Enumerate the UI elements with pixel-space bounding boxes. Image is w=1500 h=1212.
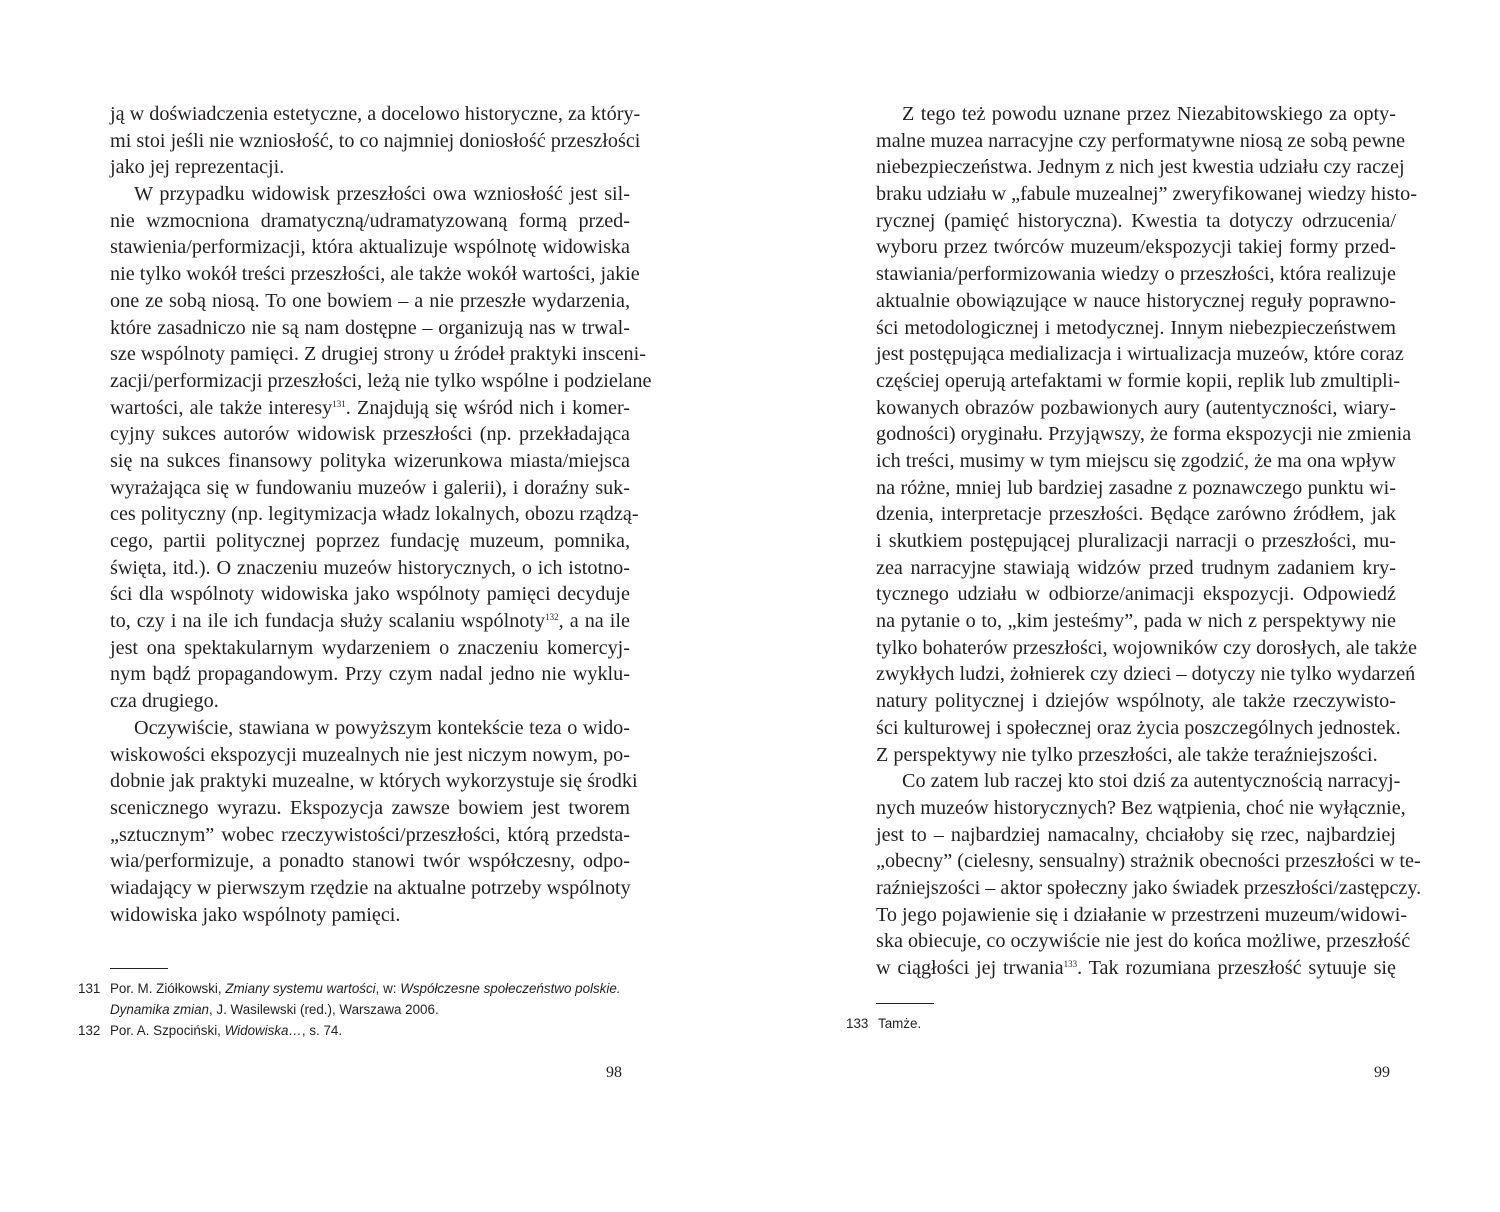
text-line: cyjny sukces autorów widowisk przeszłości (np. przekładająca <box>110 423 630 446</box>
text-line <box>110 395 630 422</box>
page-number: 99 <box>1374 1064 1390 1081</box>
text-segment: wartości, ale także interesy <box>110 396 333 419</box>
text-line: W przypadku widowisk przeszłości owa wzniosłość jest sil- <box>134 183 630 206</box>
text-line: zea narracyjne stawiają widzów przed trudnym zadaniem kry- <box>876 556 1396 579</box>
footnote-segment: Por. M. Ziółkowski, <box>110 981 226 996</box>
text-line: stawiania/performizowania wiedzy o przeszłości, która realizuje <box>876 263 1396 286</box>
footnote-divider <box>876 1003 934 1004</box>
left-page-body <box>110 101 652 928</box>
text-line: święta, itd.). O znaczeniu muzeów historycznych, o ich istotno- <box>110 556 630 579</box>
footnote-segment: , w: <box>375 981 401 996</box>
text-line: nym bądź propagandowym. Przy czym nadal jedno nie wyklu- <box>110 663 630 686</box>
text-line: które zasadniczo nie są nam dostępne – organizują nas w trwal- <box>110 316 630 339</box>
text-line: zacji/performizacji przeszłości, leżą nie tylko wspólne i podzielane <box>110 369 652 392</box>
text-line <box>876 955 1396 982</box>
text-line: Oczywiście, stawiana w powyższym kontekście teza o wido- <box>134 716 630 739</box>
text-line: braku udziału w „fabule muzealnej” zweryfikowanej wiedzy histo- <box>876 183 1417 206</box>
text-line: To jego pojawienie się i działanie w przestrzeni muzeum/widowi- <box>876 903 1408 926</box>
text-line: jest ona spektakularnym wydarzeniem o znaczeniu komercyj- <box>110 636 630 659</box>
text-line: aktualnie obowiązujące w nauce historycznej reguły poprawno- <box>876 289 1396 312</box>
text-line: „sztucznym” wobec rzeczywistości/przeszłości, którą przedsta- <box>110 823 630 846</box>
text-line: dobnie jak praktyki muzealne, w których wykorzystuje się środki <box>110 770 638 793</box>
text-line: sze wspólnoty pamięci. Z drugiej strony u źródeł praktyki insceni- <box>110 343 646 366</box>
text-line: godności) oryginału. Przyjąwszy, że forma ekspozycji nie zmienia <box>876 423 1412 446</box>
footnote-text: Tamże. <box>878 1016 922 1031</box>
footnote-number: 133 <box>846 1016 869 1031</box>
text-line: cza drugiego. <box>110 690 219 713</box>
text-segment: to, czy i na ile ich fundacja służy scalaniu wspólnoty <box>110 610 546 633</box>
text-line: jest to – najbardziej namacalny, chciałoby się rzec, najbardziej <box>876 823 1396 846</box>
text-segment: . Znajdują się wśród nich i komer- <box>345 396 631 419</box>
footnote <box>78 1020 638 1041</box>
text-line: nych muzeów historycznych? Bez wątpienia, choć nie wyłącznie, <box>876 796 1406 819</box>
footnote-segment: , J. Wasilewski (red.), Warszawa 2006. <box>208 1002 439 1017</box>
text-line: na pytanie o to, „kim jesteśmy”, pada w nich z perspektywy nie <box>876 610 1396 633</box>
footnote-reference[interactable]: 132 <box>545 612 559 623</box>
footnote <box>846 1013 1406 1034</box>
text-line: Co zatem lub raczej kto stoi dziś za autentycznością narracyj- <box>902 770 1401 793</box>
text-line: rycznej (pamięć historyczna). Kwestia ta dotyczy odrzucenia/ <box>876 209 1396 232</box>
text-line: natury politycznej i dziejów wspólnoty, ale także rzeczywisto- <box>876 690 1396 713</box>
text-line: i skutkiem postępującej pluralizacji narracji o przeszłości, mu- <box>876 530 1396 552</box>
text-line: kowanych obrazów pozbawionych aury (autentyczności, wiary- <box>876 396 1396 419</box>
text-line: malne muzea narracyjne czy performatywne niosą ze sobą pewne <box>876 129 1406 152</box>
text-line: zwykłych ludzi, żołnierek czy dzieci – dotyczy nie tylko wydarzeń <box>876 663 1416 686</box>
text-line: ści metodologicznej i metodycznej. Innym niebezpieczeństwem <box>876 316 1396 339</box>
text-line: ści dla wspólnoty widowiska jako wspólnoty pamięci decyduje <box>110 583 630 606</box>
text-line: tylko bohaterów przeszłości, wojowników czy dorosłych, ale także <box>876 636 1417 659</box>
text-line: ska obiecuje, co oczywiście nie jest do końca możliwe, przeszłość <box>876 930 1411 953</box>
text-line: one ze sobą niosą. To one bowiem – a nie przeszłe wydarzenia, <box>110 289 630 312</box>
text-line: Z perspektywy nie tylko przeszłości, ale także teraźniejszości. <box>876 743 1378 766</box>
footnotes <box>846 1013 1406 1034</box>
text-line: ich treści, musimy w tym miejscu się zgodzić, że ma ona wpływ <box>876 449 1396 472</box>
text-segment: , a na ile <box>558 610 630 633</box>
text-segment: w ciągłości jej trwania <box>876 957 1064 979</box>
text-line: jako jej reprezentacji. <box>110 156 285 179</box>
text-line: ces polityczny (np. legitymizacja władz lokalnych, obozu rządzą- <box>110 503 639 526</box>
text-line: dzenia, interpretacje przeszłości. Będące zarówno źródłem, jak <box>876 503 1396 526</box>
text-line: jest postępująca medializacja i wirtualizacja muzeów, które coraz <box>876 343 1404 366</box>
footnote-title: Widowiska… <box>224 1023 302 1038</box>
footnote-reference[interactable]: 133 <box>1063 959 1078 969</box>
text-line: ją w doświadczenia estetyczne, a docelowo historyczne, za który- <box>110 103 641 125</box>
text-line: Z tego też powodu uznane przez Niezabitowskiego za opty- <box>902 103 1396 125</box>
text-line: widowiska jako wspólnoty pamięci. <box>110 903 401 926</box>
text-line: wiskowości ekspozycji muzealnych nie jest niczym nowym, po- <box>110 743 630 766</box>
right-page-body <box>876 101 1422 982</box>
text-line: cego, partii politycznej poprzez fundację muzeum, pomnika, <box>110 530 630 552</box>
text-line: raźniejszości – aktor społeczny jako świadek przeszłości/zastępczy. <box>876 876 1422 899</box>
text-line: „obecny” (cielesny, sensualny) strażnik obecności przeszłości w te- <box>876 850 1421 873</box>
footnotes <box>78 978 638 1041</box>
text-line: wyrażająca się w fundowaniu muzeów i galerii), i doraźny suk- <box>110 476 630 499</box>
text-line: wia/performizuje, a ponadto stanowi twór współczesny, odpo- <box>110 850 630 873</box>
text-line: na różne, mniej lub bardziej zasadne z poznawczego punktu wi- <box>876 476 1396 499</box>
footnote-reference[interactable]: 131 <box>332 398 346 409</box>
text-line: stawienia/performizacji, która aktualizuje wspólnotę widowiska <box>110 236 630 259</box>
text-line: nie tylko wokół treści przeszłości, ale także wokół wartości, jakie <box>110 263 640 286</box>
text-line: częściej operują artefaktami w formie kopii, replik lub zmultipli- <box>876 369 1401 392</box>
text-segment: . Tak rozumiana przeszłość sytuuje się <box>1077 957 1396 979</box>
text-line: ści kulturowej i społecznej oraz życia poszczególnych jednostek. <box>876 716 1401 739</box>
footnote-segment: Por. A. Szpociński, <box>110 1023 225 1038</box>
footnote-segment: , s. 74. <box>301 1023 343 1038</box>
footnote-title: Współczesne społeczeństwo polskie. Dynamika zmian <box>110 981 621 1017</box>
footnote-divider <box>110 968 168 969</box>
text-line: mi stoi jeśli nie wzniosłość, to co najmniej doniosłość przeszłości <box>110 129 641 152</box>
footnote-number: 131 <box>78 981 101 996</box>
footnote-text <box>110 978 638 1020</box>
footnote-title: Zmiany systemu wartości <box>225 981 376 996</box>
text-line <box>110 608 630 635</box>
footnote-text <box>110 1020 638 1041</box>
page-number: 98 <box>606 1064 622 1081</box>
text-line: wyboru przez twórców muzeum/ekspozycji takiej formy przed- <box>876 236 1396 259</box>
footnote <box>78 978 638 1020</box>
text-line: wiadający w pierwszym rzędzie na aktualne potrzeby wspólnoty <box>110 876 631 899</box>
text-line: tycznego udziału w odbiorze/animacji ekspozycji. Odpowiedź <box>876 583 1396 606</box>
text-line: nie wzmocniona dramatyczną/udramatyzowaną formą przed- <box>110 209 630 232</box>
footnote-number: 132 <box>78 1023 101 1038</box>
text-line: się na sukces finansowy polityka wizerunkowa miasta/miejsca <box>110 449 630 472</box>
right-page <box>750 0 1500 1212</box>
text-line: scenicznego wyrazu. Ekspozycja zawsze bowiem jest tworem <box>110 796 630 819</box>
text-line: niebezpieczeństwa. Jednym z nich jest kwestia udziału czy raczej <box>876 156 1405 179</box>
